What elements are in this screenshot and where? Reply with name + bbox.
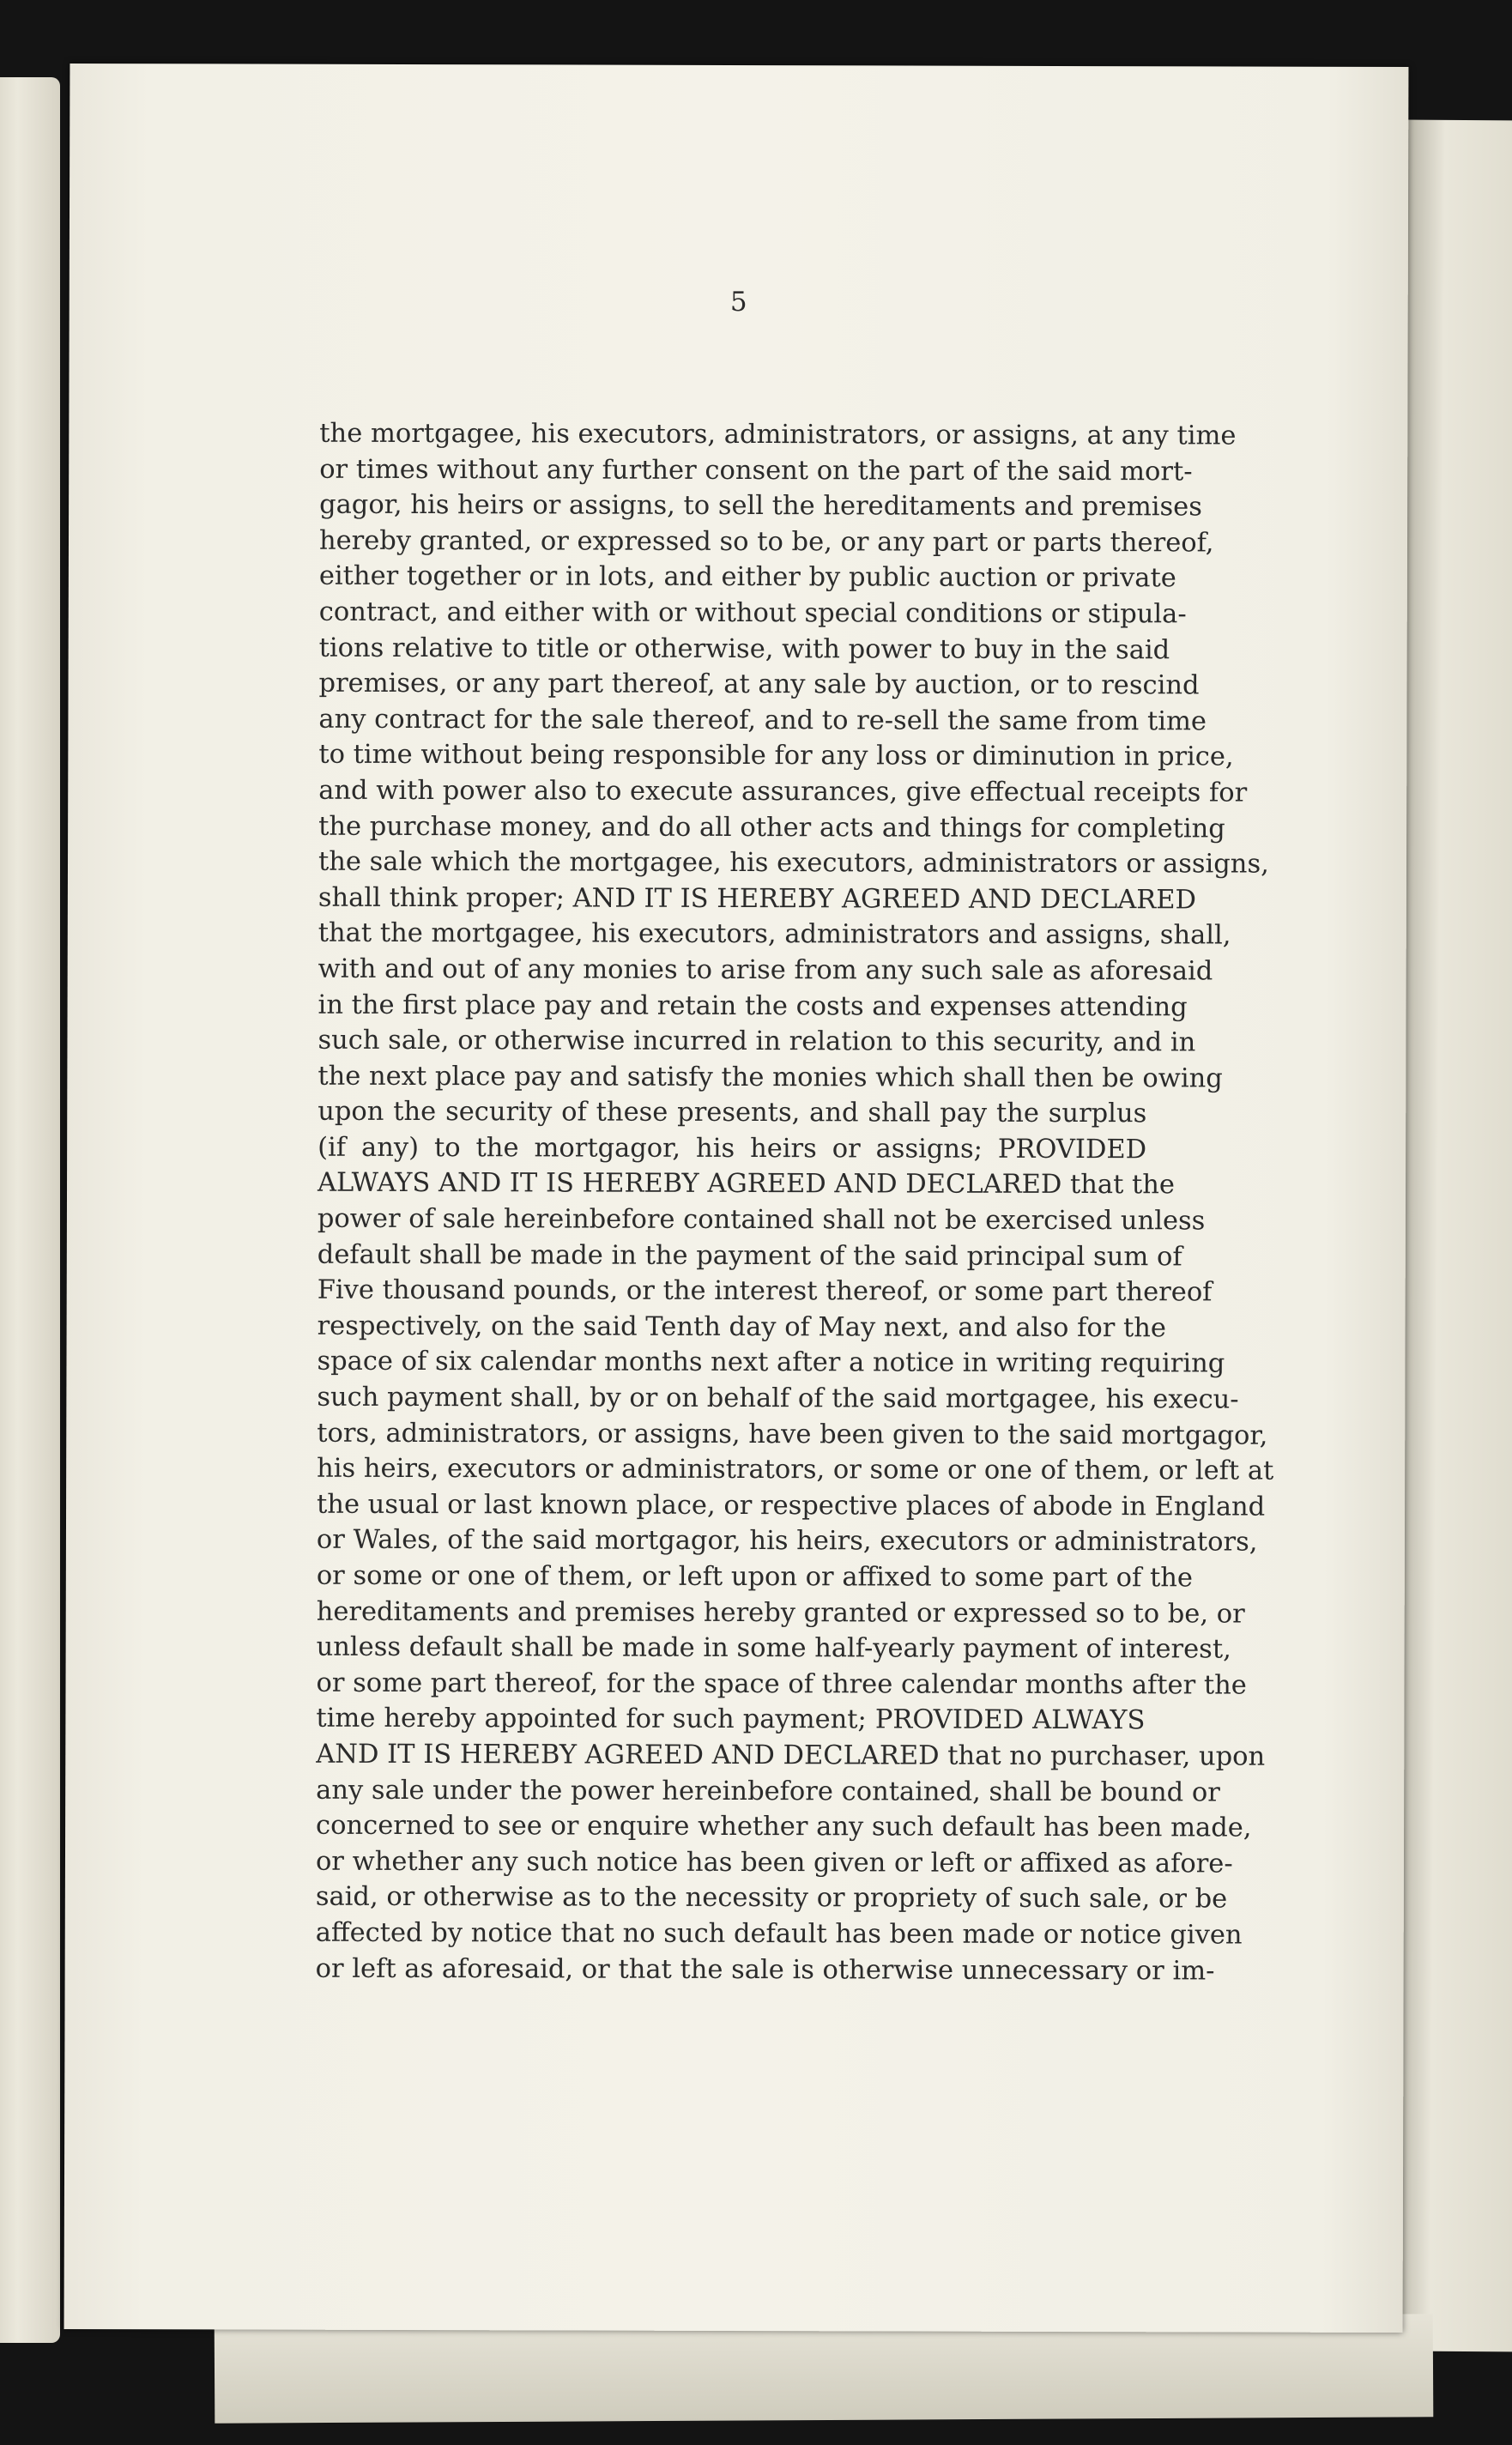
text-line: or some part thereof, for the space of three calendar months after the (316, 1667, 1247, 1701)
text-line: space of six calendar months next after a notice in writing requiring (317, 1347, 1225, 1379)
body-text (315, 416, 1274, 1989)
text-line: gagor, his heirs or assigns, to sell the hereditaments and premises (319, 489, 1202, 523)
text-line: or Wales, of the said mortgagor, his heirs, executors or administrators, (316, 1525, 1258, 1558)
text-line: said, or otherwise as to the necessity or propriety of such sale, or be (315, 1882, 1228, 1915)
text-line: and with power also to execute assurances, give effectual receipts for (318, 775, 1248, 808)
text-line: the sale which the mortgagee, his executors, administrators or assigns, (318, 846, 1269, 880)
text-line: such sale, or otherwise incurred in relation to this security, and in (318, 1025, 1196, 1058)
text-line: affected by notice that no such default has been made or notice given (315, 1917, 1243, 1951)
text-line: upon the security of these presents, and shall pay the surplus (318, 1097, 1147, 1129)
text-line: unless default shall be made in some half-yearly payment of interest, (316, 1631, 1231, 1665)
text-line: time hereby appointed for such payment; PROVIDED ALWAYS (316, 1704, 1146, 1736)
text-line: such payment shall, by or on behalf of the said mortgagee, his execu- (317, 1382, 1239, 1415)
text-line: any contract for the sale thereof, and to re-sell the same from time (318, 704, 1207, 737)
text-line: power of sale hereinbefore contained shall not be exercised unless (317, 1203, 1206, 1237)
text-line: AND IT IS HEREBY AGREED AND DECLARED that no purchaser, upon (316, 1739, 1266, 1772)
text-line: respectively, on the said Tenth day of May next, and also for the (317, 1310, 1167, 1344)
text-line: or some or one of them, or left upon or affixed to some part of the (316, 1560, 1194, 1594)
text-line: ALWAYS AND IT IS HEREBY AGREED AND DECLARED that the (317, 1168, 1176, 1201)
text-line: in the first place pay and retain the costs and expenses attending (318, 989, 1188, 1022)
text-line: that the mortgagee, his executors, administrators and assigns, shall, (318, 918, 1231, 951)
text-line: the purchase money, and do all other acts and things for completing (318, 811, 1225, 844)
text-line: the usual or last known place, or respective places of abode in England (317, 1489, 1266, 1522)
text-line: either together or in lots, and either by public auction or private (318, 561, 1176, 594)
text-line: the next place pay and satisfy the monies which shall then be owing (318, 1061, 1223, 1094)
text-line: the mortgagee, his executors, administrators, or assigns, at any time (319, 418, 1237, 451)
text-line: default shall be made in the payment of the said principal sum of (317, 1239, 1182, 1273)
text-line: Five thousand pounds, or the interest thereof, or some part thereof (317, 1274, 1213, 1308)
text-line: hereby granted, or expressed so to be, or any part or parts thereof, (318, 525, 1214, 559)
document-page (64, 64, 1409, 2333)
text-line: tors, administrators, or assigns, have been given to the said mortgagor, (317, 1418, 1268, 1451)
text-line: (if any) to the mortgagor, his heirs or assigns; PROVIDED (318, 1132, 1147, 1165)
underlying-sheet-edge (1391, 120, 1512, 2352)
text-line: or left as aforesaid, or that the sale is otherwise unnecessary or im- (315, 1953, 1215, 1986)
text-line: concerned to see or enquire whether any such default has been made, (316, 1810, 1252, 1843)
text-line: or times without any further consent on the part of the said mort- (319, 454, 1193, 487)
page-number: 5 (729, 286, 747, 318)
text-line: with and out of any monies to arise from any such sale as aforesaid (318, 953, 1213, 987)
text-line: hereditaments and premises hereby granted or expressed so to be, or (316, 1596, 1245, 1630)
text-line: premises, or any part thereof, at any sale by auction, or to rescind (318, 668, 1200, 701)
text-line: contract, and either with or without special conditions or stipula- (318, 596, 1187, 630)
adjacent-page-edge (0, 77, 60, 2343)
text-line: shall think proper; AND IT IS HEREBY AGREED AND DECLARED (318, 882, 1197, 916)
text-line: tions relative to title or otherwise, with power to buy in the said (318, 632, 1170, 665)
text-line: any sale under the power hereinbefore contained, shall be bound or (316, 1775, 1220, 1808)
text-line: or whether any such notice has been given or left or affixed as afore- (315, 1846, 1233, 1879)
text-line: his heirs, executors or administrators, or some or one of them, or left at (317, 1453, 1274, 1486)
text-line: to time without being responsible for any loss or diminution in price, (318, 740, 1234, 772)
